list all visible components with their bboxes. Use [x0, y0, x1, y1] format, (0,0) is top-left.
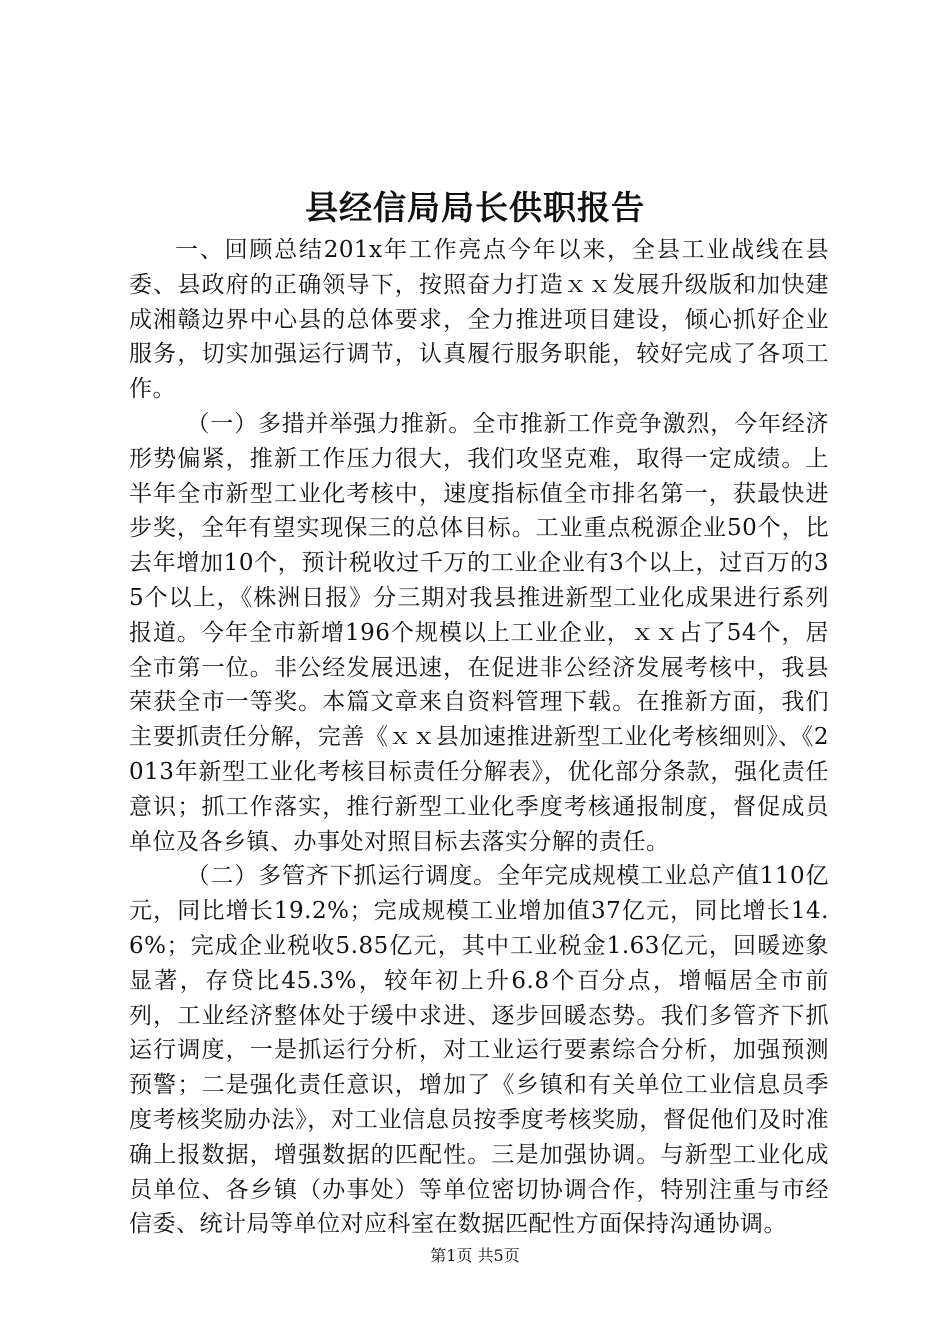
page-title: 县经信局局长供职报告 — [305, 188, 645, 227]
paragraph-review-summary: 一、回顾总结201x年工作亮点今年以来，全县工业战线在县委、县政府的正确领导下，按照奋力打造ｘｘ发展升级版和加快建成湘赣边界中心县的总体要求，全力推进项目建设，倾心抓好企业服务，切实加强运行调节，认真履行服务职能，较好完成了各项工作。 — [129, 237, 829, 403]
page-number-footer: 第1页 共5页 — [430, 1246, 520, 1265]
document-body — [129, 233, 829, 1242]
paragraph-section-two: （二）多管齐下抓运行调度。全年完成规模工业总产值110亿元，同比增长19.2%；完成规模工业增加值37亿元，同比增长14.6%；完成企业税收5.85亿元，其中工业税金1.63亿元，回暖迹象显著，存贷比45.3%，较年初上升6.8个百分点，增幅居全市前列，工业经济整体处于缓中求进、逐步回暖态势。我们多管齐下抓运行调度，一是抓运行分析，对工业运行要素综合分析，加强预测预警；二是强化责任意识，增加了《乡镇和有关单位工业信息员季度考核奖励办法》，对工业信息员按季度考核奖励，督促他们及时准确上报数据，增强数据的匹配性。三是加强协调。与新型工业化成员单位、各乡镇（办事处）等单位密切协调合作，特别注重与市经信委、统计局等单位对应科室在数据匹配性方面保持沟通协调。 — [129, 863, 829, 1238]
paragraph-section-one: （一）多措并举强力推新。全市推新工作竞争激烈，今年经济形势偏紧，推新工作压力很大，我们攻坚克难，取得一定成绩。上半年全市新型工业化考核中，速度指标值全市排名第一，获最快进步奖，全年有望实现保三的总体目标。工业重点税源企业50个，比去年增加10个，预计税收过千万的工业企业有3个以上，过百万的35个以上，《株洲日报》分三期对我县推进新型工业化成果进行系列报道。今年全市新增196个规模以上工业企业，ｘｘ占了54个，居全市第一位。非公经发展迅速，在促进非公经济发展考核中，我县荣获全市一等奖。本篇文章来自资料管理下载。在推新方面，我们主要抓责任分解，完善《ｘｘ县加速推进新型工业化考核细则》、《2013年新型工业化考核目标责任分解表》，优化部分条款，强化责任意识；抓工作落实，推行新型工业化季度考核通报制度，督促成员单位及各乡镇、办事处对照目标去落实分解的责任。 — [129, 410, 829, 855]
